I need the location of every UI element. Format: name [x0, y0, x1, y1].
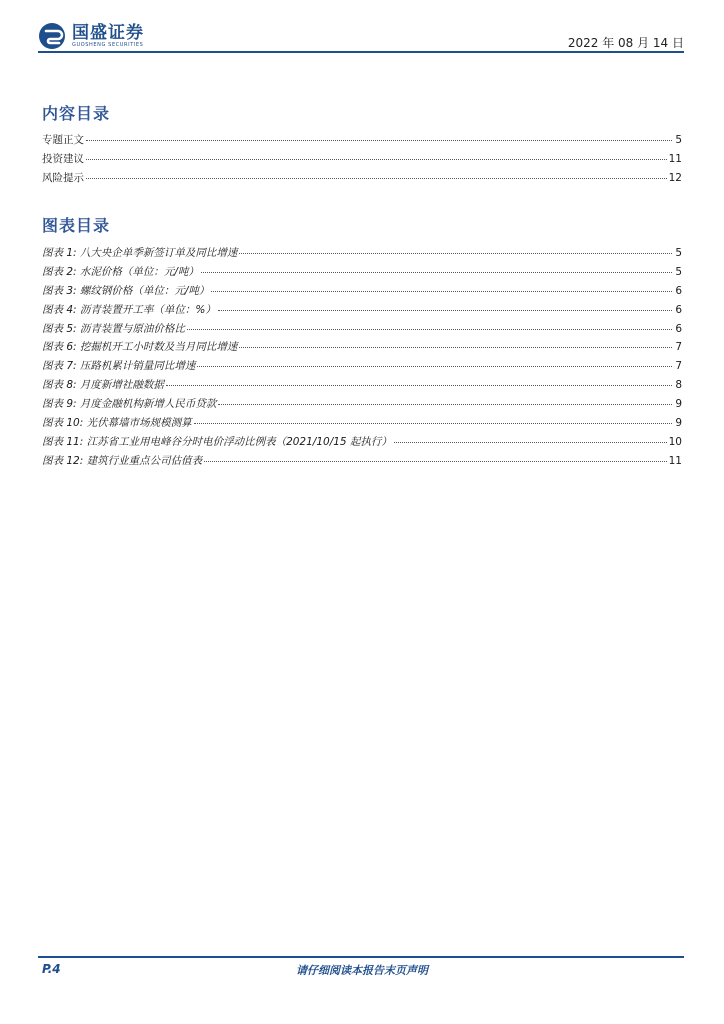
figure-entry-page: 7	[675, 360, 682, 373]
report-date: 2022 年 08 月 14 日	[567, 36, 684, 50]
figure-entry-page: 9	[675, 417, 682, 430]
toc-entry-page: 11	[668, 152, 682, 165]
footer-divider	[38, 956, 684, 958]
disclaimer-note: 请仔细阅读本报告末页声明	[296, 964, 428, 977]
toc-entry-page: 5	[675, 134, 682, 146]
figure-entry[interactable]	[42, 453, 682, 472]
toc-entry-label: 投资建议	[42, 152, 84, 165]
figure-entry-label: 图表 1: 八大央企单季新签订单及同比增速	[42, 247, 238, 259]
leader-dots	[86, 177, 667, 179]
figure-entry-label: 图表 7: 压路机累计销量同比增速	[42, 360, 196, 373]
figure-entry-label: 图表 5: 沥青装置与原油价格比	[42, 322, 185, 335]
figure-entry[interactable]	[42, 264, 682, 283]
figure-entry-page: 10	[668, 435, 682, 448]
toc-entry[interactable]	[42, 151, 682, 170]
figure-entry-page: 6	[675, 322, 682, 335]
figure-entry-label: 图表 9: 月度金融机构新增人民币贷款	[42, 398, 217, 411]
header-divider	[38, 51, 684, 53]
figure-entry-page: 11	[668, 454, 682, 467]
leader-dots	[218, 309, 672, 311]
leader-dots	[166, 384, 672, 386]
figure-entry-label: 图表 8: 月度新增社融数据	[42, 379, 164, 392]
figure-entry[interactable]	[42, 358, 682, 377]
figure-entry-label: 图表 2: 水泥价格（单位：元/吨）	[42, 265, 199, 278]
leader-dots	[86, 158, 667, 160]
figure-entry[interactable]	[42, 415, 682, 434]
toc-entry-label: 风险提示	[42, 171, 84, 184]
figure-entry-page: 5	[675, 265, 682, 278]
toc-entry-page: 12	[668, 171, 682, 184]
figures-title: 图表目录	[42, 216, 111, 235]
leader-dots	[394, 441, 667, 443]
figure-entry[interactable]	[42, 302, 682, 321]
figure-entry-label: 图表 10: 光伏幕墙市场规模测算	[42, 417, 192, 430]
company-logo	[38, 20, 144, 52]
figure-entry-page: 7	[675, 341, 682, 354]
figure-entry-page: 9	[675, 398, 682, 411]
figure-entry[interactable]	[42, 321, 682, 340]
figure-entry-page: 5	[675, 247, 682, 259]
figure-entry-label: 图表 3: 螺纹钢价格（单位：元/吨）	[42, 284, 210, 297]
toc-entry[interactable]	[42, 170, 682, 189]
toc-entry[interactable]	[42, 132, 682, 151]
figure-entry-label: 图表 11: 江苏省工业用电峰谷分时电价浮动比例表（2021/10/15 起执行）	[42, 435, 392, 448]
page-header	[38, 20, 684, 54]
leader-dots	[239, 252, 672, 254]
figure-entry[interactable]	[42, 283, 682, 302]
leader-dots	[201, 271, 672, 273]
figures-list	[42, 245, 682, 472]
logo-name-cn: 国盛证券	[72, 22, 144, 43]
contents-list	[42, 132, 682, 189]
figure-entry[interactable]	[42, 245, 682, 264]
logo-name-en: GUOSHENG SECURITIES	[72, 41, 144, 48]
leader-dots	[239, 346, 672, 348]
figure-entry[interactable]	[42, 434, 682, 453]
logo-mark-icon	[38, 22, 66, 50]
page-number: P.4	[42, 962, 61, 976]
figure-entry-label: 图表 4: 沥青装置开工率（单位：%）	[42, 303, 216, 316]
leader-dots	[204, 460, 667, 462]
figure-entry[interactable]	[42, 339, 682, 358]
leader-dots	[211, 290, 672, 292]
figure-entry[interactable]	[42, 377, 682, 396]
contents-title: 内容目录	[42, 104, 111, 123]
figure-entry-page: 6	[675, 303, 682, 316]
figure-entry-page: 8	[675, 379, 682, 392]
leader-dots	[197, 365, 672, 367]
figure-entry-label: 图表 12: 建筑行业重点公司估值表	[42, 454, 203, 467]
leader-dots	[86, 139, 672, 141]
toc-entry-label: 专题正文	[42, 134, 84, 146]
figure-entry-page: 6	[675, 284, 682, 297]
leader-dots	[187, 328, 672, 330]
figure-entry[interactable]	[42, 396, 682, 415]
leader-dots	[194, 422, 672, 424]
figure-entry-label: 图表 6: 挖掘机开工小时数及当月同比增速	[42, 341, 238, 354]
leader-dots	[218, 403, 672, 405]
